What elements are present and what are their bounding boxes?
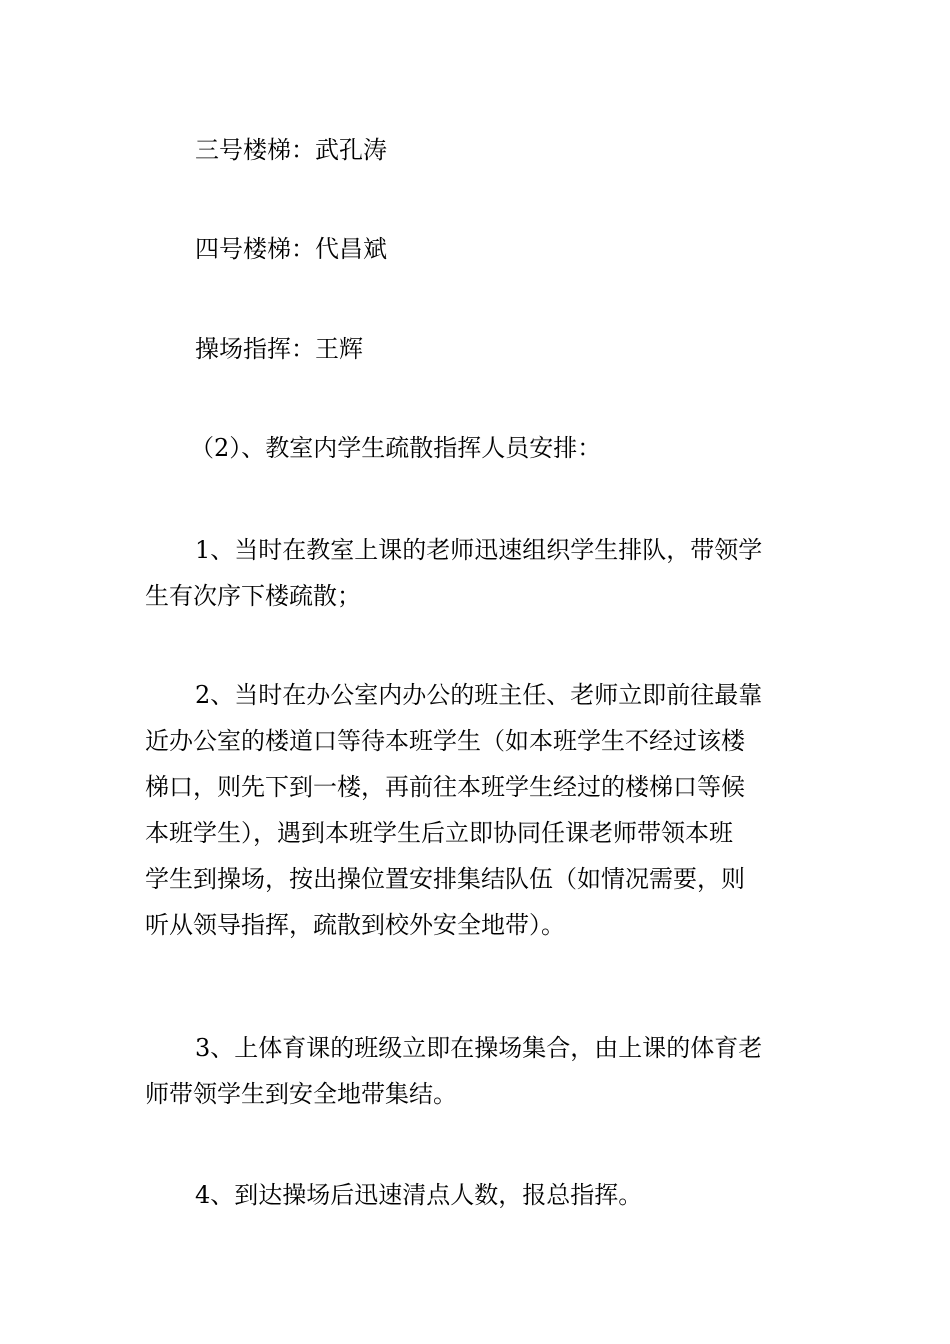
list-item-line: 4、到达操场后迅速清点人数，报总指挥。 [195,1181,643,1209]
list-item-line: 师带领学生到安全地带集结。 [145,1080,457,1108]
list-item-line: 梯口，则先下到一楼，再前往本班学生经过的楼梯口等候 [145,773,745,801]
list-item-1 [145,527,807,619]
staff-line-playground: 操场指挥：王辉 [195,335,363,363]
list-item-line: 学生到操场，按出操位置安排集结队伍（如情况需要，则 [145,865,745,893]
staff-line-stair-3: 三号楼梯：武孔涛 [195,136,387,164]
list-item-line: 3、上体育课的班级立即在操场集合，由上课的体育老 [195,1034,763,1062]
list-item-2 [145,672,807,948]
list-item-line: 近办公室的楼道口等待本班学生（如本班学生不经过该楼 [145,727,745,755]
list-item-line: 听从领导指挥，疏散到校外安全地带）。 [145,911,565,939]
list-item-4 [145,1172,807,1218]
list-item-line: 本班学生），遇到本班学生后立即协同任课老师带领本班 [145,819,733,847]
staff-line-stair-4: 四号楼梯：代昌斌 [195,235,387,263]
list-item-line: 1、当时在教室上课的老师迅速组织学生排队，带领学 [195,536,763,564]
list-item-line: 生有次序下楼疏散； [145,582,361,610]
list-item-line: 2、当时在办公室内办公的班主任、老师立即前往最靠 [195,681,763,709]
list-item-3 [145,1025,807,1117]
section-heading: （2）、教室内学生疏散指挥人员安排： [190,434,602,462]
